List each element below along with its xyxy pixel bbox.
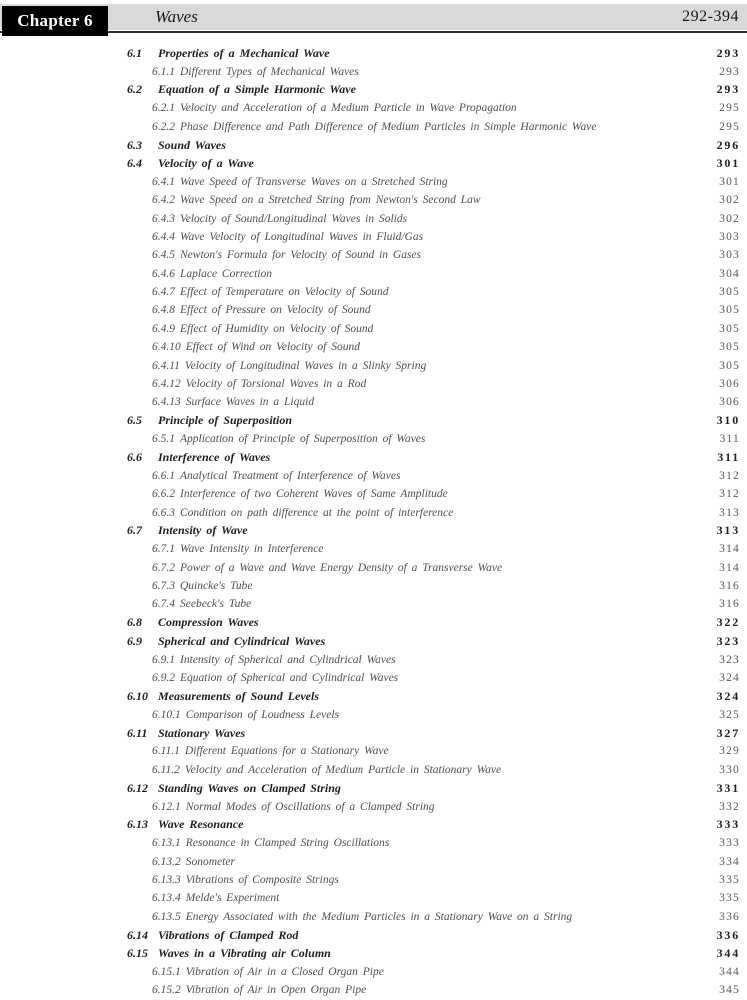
toc-entry-number: 6.4.10 (152, 341, 181, 354)
toc-subsection-row (0, 761, 747, 779)
toc-entry-page-number: 335 (719, 892, 740, 905)
toc-entry-number: 6.7.2 (152, 561, 175, 574)
toc-entry-page-number: 323 (716, 633, 740, 648)
toc-section-row (0, 522, 747, 540)
toc-subsection-row (0, 393, 747, 411)
toc-section-row (0, 154, 747, 172)
chapter-header-bar (0, 4, 747, 30)
toc-subsection-row (0, 889, 747, 907)
toc-entry-number: 6.4.8 (152, 304, 175, 317)
toc-entry-title: Velocity of Sound/Longitudinal Waves in Solids (180, 212, 408, 225)
toc-entry-number: 6.5.1 (152, 433, 175, 446)
toc-entry-page-number: 296 (716, 137, 740, 152)
toc-subsection-row (0, 981, 747, 999)
toc-entry-title: Newton's Formula for Velocity of Sound in Gases (180, 249, 422, 262)
toc-section-row (0, 724, 747, 742)
toc-entry-number: 6.9.2 (152, 671, 175, 684)
toc-entry-page-number: 306 (719, 377, 740, 390)
toc-section-row (0, 944, 747, 962)
toc-entry-page-number: 302 (719, 212, 740, 225)
toc-entry-page-number: 325 (719, 708, 740, 721)
chapter-label-box (2, 6, 108, 36)
toc-entry-title: Laplace Correction (180, 267, 272, 280)
toc-subsection-row (0, 338, 747, 356)
toc-entry-number: 6.5 (127, 413, 142, 428)
toc-subsection-row (0, 871, 747, 889)
toc-entry-number: 6.7.3 (152, 580, 175, 593)
toc-entry-title: Analytical Treatment of Interference of Waves (180, 469, 401, 482)
toc-entry-title: Energy Associated with the Medium Particles in a Stationary Wave on a String (185, 910, 573, 923)
toc-entry-page-number: 293 (716, 45, 740, 60)
toc-subsection-row (0, 283, 747, 301)
toc-subsection-row (0, 503, 747, 521)
toc-entry-page-number: 293 (719, 65, 740, 78)
toc-entry-number: 6.12 (127, 780, 148, 795)
toc-subsection-row (0, 209, 747, 227)
toc-entry-page-number: 344 (719, 965, 740, 978)
toc-entry-page-number: 327 (716, 725, 740, 740)
toc-entry-number: 6.15 (127, 946, 148, 961)
toc-entry-number: 6.4.7 (152, 286, 175, 299)
toc-entry-number: 6.15.2 (152, 984, 181, 997)
toc-entry-title: Power of a Wave and Wave Energy Density of a Transverse Wave (180, 561, 503, 574)
toc-entry-page-number: 301 (719, 175, 740, 188)
toc-entry-number: 6.14 (127, 927, 148, 942)
chapter-page-range: 292-394 (682, 8, 739, 25)
toc-entry-page-number: 313 (719, 506, 740, 519)
toc-entry-number: 6.4.2 (152, 194, 175, 207)
toc-entry-page-number: 311 (717, 449, 740, 464)
toc-entry-title: Wave Velocity of Longitudinal Waves in Fluid/Gas (180, 230, 424, 243)
toc-entry-number: 6.4.11 (152, 359, 180, 372)
toc-entry-title: Different Equations for a Stationary Wave (184, 745, 389, 758)
toc-entry-number: 6.1 (127, 45, 142, 60)
toc-entry-title: Quincke's Tube (180, 580, 253, 593)
toc-subsection-row (0, 853, 747, 871)
toc-entry-page-number: 324 (719, 671, 740, 684)
toc-entry-number: 6.6.2 (152, 488, 175, 501)
toc-entry-page-number: 312 (719, 488, 740, 501)
toc-section-row (0, 926, 747, 944)
toc-entry-page-number: 314 (719, 543, 740, 556)
toc-entry-title: Velocity and Acceleration of Medium Particle in Stationary Wave (184, 763, 502, 776)
toc-entry-number: 6.4 (127, 155, 142, 170)
toc-subsection-row (0, 908, 747, 926)
toc-entry-title: Principle of Superposition (158, 413, 293, 428)
toc-entry-number: 6.13.5 (152, 910, 181, 923)
toc-entry-page-number: 335 (719, 874, 740, 887)
toc-subsection-row (0, 963, 747, 981)
toc-entry-title: Velocity of a Wave (158, 155, 254, 170)
toc-entry-number: 6.11.2 (152, 763, 180, 776)
toc-subsection-row (0, 797, 747, 815)
toc-entry-title: Measurements of Sound Levels (158, 688, 320, 703)
toc-entry-title: Spherical and Cylindrical Waves (158, 633, 326, 648)
toc-entry-page-number: 302 (719, 194, 740, 207)
toc-entry-page-number: 344 (716, 946, 740, 961)
toc-subsection-row (0, 99, 747, 117)
toc-entry-page-number: 303 (719, 249, 740, 262)
toc-section-row (0, 779, 747, 797)
toc-entry-title: Wave Intensity in Interference (180, 543, 324, 556)
toc-entry-title: Intensity of Spherical and Cylindrical Waves (180, 653, 396, 666)
toc-entry-page-number: 323 (719, 653, 740, 666)
toc-entry-title: Vibrations of Clamped Rod (158, 927, 299, 942)
toc-subsection-row (0, 577, 747, 595)
toc-entry-page-number: 314 (719, 561, 740, 574)
toc-subsection-row (0, 301, 747, 319)
toc-entry-title: Condition on path difference at the point of interference (180, 506, 454, 519)
toc-entry-title: Resonance in Clamped String Oscillations (185, 837, 390, 850)
toc-entry-title: Standing Waves on Clamped String (158, 780, 341, 795)
toc-entry-number: 6.2.1 (152, 102, 175, 115)
toc-entry-title: Different Types of Mechanical Waves (180, 65, 359, 78)
toc-entry-page-number: 301 (716, 155, 740, 170)
toc-entry-number: 6.6.1 (152, 469, 175, 482)
toc-entry-number: 6.9.1 (152, 653, 175, 666)
toc-entry-page-number: 316 (719, 598, 740, 611)
header-rule (0, 31, 747, 33)
toc-entry-number: 6.4.3 (152, 212, 175, 225)
toc-subsection-row (0, 191, 747, 209)
toc-section-row (0, 632, 747, 650)
toc-subsection-row (0, 246, 747, 264)
toc-entry-page-number: 305 (719, 359, 740, 372)
toc-entry-number: 6.4.13 (152, 396, 181, 409)
toc-entry-title: Wave Resonance (158, 817, 244, 832)
toc-section-row (0, 81, 747, 99)
toc-entry-page-number: 334 (719, 855, 740, 868)
toc-entry-number: 6.4.5 (152, 249, 175, 262)
toc-entry-title: Vibration of Air in a Closed Organ Pipe (185, 965, 384, 978)
toc-entry-page-number: 312 (719, 469, 740, 482)
toc-section-row (0, 687, 747, 705)
toc-entry-page-number: 329 (719, 745, 740, 758)
toc-entry-title: Velocity of Torsional Waves in a Rod (185, 377, 367, 390)
toc-entry-page-number: 330 (719, 763, 740, 776)
toc-entry-number: 6.13.1 (152, 837, 181, 850)
toc-entry-number: 6.11.1 (152, 745, 180, 758)
toc-entry-title: Vibrations of Composite Strings (185, 874, 339, 887)
toc-entry-page-number: 313 (716, 523, 740, 538)
toc-subsection-row (0, 356, 747, 374)
toc-section-row (0, 448, 747, 466)
toc-entry-number: 6.2 (127, 82, 142, 97)
toc-entry-page-number: 311 (719, 433, 740, 446)
toc-entry-number: 6.10 (127, 688, 148, 703)
toc-entry-title: Surface Waves in a Liquid (185, 396, 315, 409)
toc-entry-title: Velocity of Longitudinal Waves in a Slinky Spring (184, 359, 427, 372)
toc-entry-title: Effect of Temperature on Velocity of Sound (180, 286, 389, 299)
toc-entry-number: 6.12.1 (152, 800, 181, 813)
toc-entry-page-number: 293 (716, 82, 740, 97)
toc-subsection-row (0, 467, 747, 485)
toc-list (0, 44, 747, 1000)
toc-entry-title: Equation of a Simple Harmonic Wave (158, 82, 356, 97)
toc-entry-title: Sound Waves (158, 137, 226, 152)
toc-subsection-row (0, 540, 747, 558)
toc-entry-page-number: 310 (716, 413, 740, 428)
toc-entry-page-number: 316 (719, 580, 740, 593)
toc-entry-title: Wave Speed of Transverse Waves on a Stretched String (180, 175, 448, 188)
toc-entry-number: 6.13 (127, 817, 148, 832)
toc-section-row (0, 816, 747, 834)
toc-subsection-row (0, 650, 747, 668)
toc-entry-title: Effect of Pressure on Velocity of Sound (180, 304, 371, 317)
toc-entry-title: Properties of a Mechanical Wave (158, 45, 330, 60)
chapter-title: Waves (155, 7, 198, 26)
toc-entry-title: Seebeck's Tube (180, 598, 252, 611)
toc-entry-number: 6.4.12 (152, 377, 181, 390)
toc-entry-title: Effect of Humidity on Velocity of Sound (180, 322, 374, 335)
toc-entry-number: 6.4.9 (152, 322, 175, 335)
toc-entry-title: Melde's Experiment (185, 892, 280, 905)
toc-entry-title: Vibration of Air in Open Organ Pipe (185, 984, 367, 997)
toc-subsection-row (0, 559, 747, 577)
toc-entry-page-number: 332 (719, 800, 740, 813)
toc-entry-page-number: 333 (719, 837, 740, 850)
toc-entry-title: Phase Difference and Path Difference of Medium Particles in Simple Harmonic Wave (180, 120, 597, 133)
toc-entry-title: Effect of Wind on Velocity of Sound (185, 341, 360, 354)
toc-subsection-row (0, 834, 747, 852)
toc-entry-page-number: 345 (719, 984, 740, 997)
toc-section-row (0, 614, 747, 632)
toc-subsection-row (0, 173, 747, 191)
toc-entry-number: 6.4.6 (152, 267, 175, 280)
toc-entry-page-number: 305 (719, 322, 740, 335)
toc-subsection-row (0, 485, 747, 503)
toc-section-row (0, 44, 747, 62)
toc-entry-page-number: 295 (719, 120, 740, 133)
toc-entry-number: 6.15.1 (152, 965, 181, 978)
toc-subsection-row (0, 228, 747, 246)
toc-entry-title: Equation of Spherical and Cylindrical Waves (180, 671, 399, 684)
toc-entry-page-number: 295 (719, 102, 740, 115)
toc-subsection-row (0, 742, 747, 760)
toc-entry-page-number: 336 (719, 910, 740, 923)
toc-entry-page-number: 305 (719, 341, 740, 354)
toc-entry-page-number: 322 (716, 615, 740, 630)
toc-entry-title: Stationary Waves (158, 725, 246, 740)
toc-entry-number: 6.2.2 (152, 120, 175, 133)
toc-subsection-row (0, 595, 747, 613)
toc-entry-title: Compression Waves (158, 615, 259, 630)
toc-entry-number: 6.6.3 (152, 506, 175, 519)
toc-entry-title: Waves in a Vibrating air Column (158, 946, 331, 961)
toc-entry-number: 6.13.3 (152, 874, 181, 887)
toc-entry-number: 6.6 (127, 449, 142, 464)
toc-entry-number: 6.13.2 (152, 855, 181, 868)
toc-entry-title: Comparison of Loudness Levels (185, 708, 340, 721)
toc-entry-number: 6.7.1 (152, 543, 175, 556)
chapter-label: Chapter 6 (17, 11, 93, 30)
toc-entry-page-number: 336 (716, 927, 740, 942)
toc-entry-number: 6.10.1 (152, 708, 181, 721)
toc-entry-number: 6.7.4 (152, 598, 175, 611)
toc-entry-title: Sonometer (185, 855, 235, 868)
toc-entry-page-number: 306 (719, 396, 740, 409)
toc-entry-page-number: 331 (716, 780, 740, 795)
toc-entry-title: Velocity and Acceleration of a Medium Particle in Wave Propagation (180, 102, 517, 115)
toc-entry-title: Wave Speed on a Stretched String from Newton's Second Law (180, 194, 481, 207)
toc-subsection-row (0, 430, 747, 448)
toc-entry-title: Normal Modes of Oscillations of a Clamped String (185, 800, 435, 813)
toc-subsection-row (0, 62, 747, 80)
toc-section-row (0, 412, 747, 430)
toc-entry-title: Application of Principle of Superposition of Waves (180, 433, 426, 446)
toc-entry-page-number: 324 (716, 688, 740, 703)
toc-entry-number: 6.13.4 (152, 892, 181, 905)
toc-entry-page-number: 305 (719, 304, 740, 317)
toc-subsection-row (0, 118, 747, 136)
toc-entry-page-number: 304 (719, 267, 740, 280)
toc-entry-number: 6.4.1 (152, 175, 175, 188)
toc-entry-number: 6.4.4 (152, 230, 175, 243)
toc-entry-number: 6.11 (127, 725, 148, 740)
toc-subsection-row (0, 265, 747, 283)
toc-entry-number: 6.3 (127, 137, 142, 152)
toc-entry-page-number: 303 (719, 230, 740, 243)
toc-subsection-row (0, 375, 747, 393)
toc-entry-title: Interference of two Coherent Waves of Same Amplitude (180, 488, 448, 501)
toc-entry-title: Intensity of Wave (158, 523, 248, 538)
toc-subsection-row (0, 320, 747, 338)
toc-section-row (0, 136, 747, 154)
toc-entry-page-number: 305 (719, 286, 740, 299)
toc-subsection-row (0, 669, 747, 687)
toc-entry-number: 6.8 (127, 615, 142, 630)
toc-entry-number: 6.7 (127, 523, 142, 538)
toc-subsection-row (0, 706, 747, 724)
toc-entry-number: 6.9 (127, 633, 142, 648)
toc-entry-number: 6.1.1 (152, 65, 175, 78)
toc-entry-page-number: 333 (716, 817, 740, 832)
toc-entry-title: Interference of Waves (158, 449, 271, 464)
